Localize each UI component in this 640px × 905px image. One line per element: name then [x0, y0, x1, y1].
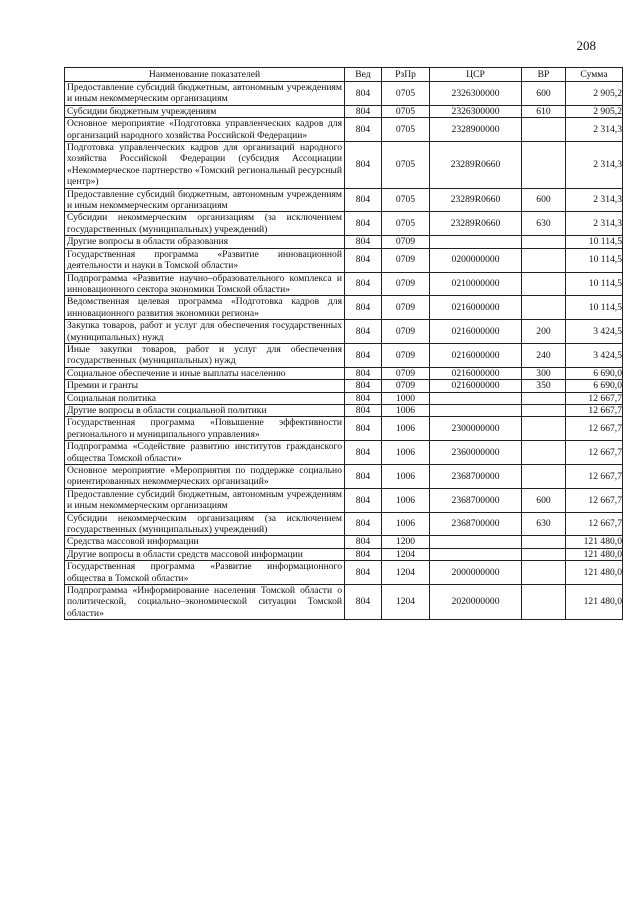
- row-csr: [430, 392, 522, 404]
- budget-table: [64, 67, 623, 620]
- row-sum: 10 114,5: [566, 248, 623, 272]
- row-csr: 2326300000: [430, 82, 522, 106]
- row-vr: [522, 118, 566, 142]
- table-row: [65, 343, 623, 367]
- row-ved: 804: [345, 82, 382, 106]
- table-row: [65, 188, 623, 212]
- row-csr: 2300000000: [430, 417, 522, 441]
- row-rzpr: 1204: [382, 585, 430, 620]
- row-sum: 121 480,0: [566, 548, 623, 560]
- row-name: Социальное обеспечение и иные выплаты населению: [65, 367, 345, 379]
- row-vr: [522, 465, 566, 489]
- row-sum: 10 114,5: [566, 296, 623, 320]
- table-row: [65, 248, 623, 272]
- row-sum: 6 690,0: [566, 367, 623, 379]
- row-ved: 804: [345, 561, 382, 585]
- header-csr: ЦСР: [430, 68, 522, 82]
- row-name: Основное мероприятие «Мероприятия по поддержке социально ориентированных некоммерческих организаций»: [65, 465, 345, 489]
- row-sum: 3 424,5: [566, 343, 623, 367]
- row-rzpr: 1204: [382, 561, 430, 585]
- row-rzpr: 0709: [382, 236, 430, 248]
- row-name: Другие вопросы в области средств массовой информации: [65, 548, 345, 560]
- row-name: Социальная политика: [65, 392, 345, 404]
- row-csr: 0200000000: [430, 248, 522, 272]
- row-rzpr: 1006: [382, 417, 430, 441]
- row-rzpr: 1006: [382, 404, 430, 416]
- row-csr: 23289R0660: [430, 212, 522, 236]
- row-rzpr: 1006: [382, 441, 430, 465]
- row-name: Субсидии некоммерческим организациям (за исключением государственных (муниципальных) учреждений): [65, 212, 345, 236]
- row-rzpr: 0705: [382, 212, 430, 236]
- table-row: [65, 380, 623, 392]
- row-name: Подпрограмма «Развитие научно–образовательного комплекса и инновационного сектора экономики Томской области»: [65, 272, 345, 296]
- row-vr: 300: [522, 367, 566, 379]
- row-csr: 23289R0660: [430, 142, 522, 189]
- row-vr: [522, 548, 566, 560]
- row-vr: [522, 142, 566, 189]
- table-row: [65, 296, 623, 320]
- row-sum: 12 667,7: [566, 465, 623, 489]
- row-rzpr: 0705: [382, 105, 430, 117]
- row-vr: [522, 585, 566, 620]
- row-ved: 804: [345, 320, 382, 344]
- row-vr: 600: [522, 488, 566, 512]
- row-rzpr: 0709: [382, 272, 430, 296]
- row-name: Субсидии бюджетным учреждениям: [65, 105, 345, 117]
- row-csr: [430, 536, 522, 548]
- row-rzpr: 0705: [382, 118, 430, 142]
- table-header-row: [65, 68, 623, 82]
- table-row: [65, 320, 623, 344]
- row-csr: 2368700000: [430, 488, 522, 512]
- row-csr: 2328900000: [430, 118, 522, 142]
- row-ved: 804: [345, 296, 382, 320]
- row-ved: 804: [345, 212, 382, 236]
- row-sum: 2 905,2: [566, 82, 623, 106]
- row-rzpr: 0705: [382, 188, 430, 212]
- row-ved: 804: [345, 118, 382, 142]
- row-ved: 804: [345, 272, 382, 296]
- table-row: [65, 236, 623, 248]
- row-vr: 200: [522, 320, 566, 344]
- row-csr: [430, 236, 522, 248]
- table-row: [65, 392, 623, 404]
- row-rzpr: 0709: [382, 320, 430, 344]
- table-row: [65, 272, 623, 296]
- table-row: [65, 512, 623, 536]
- table-row: [65, 465, 623, 489]
- row-sum: 12 667,7: [566, 488, 623, 512]
- row-name: Предоставление субсидий бюджетным, автономным учреждениям и иным некоммерческим организациям: [65, 188, 345, 212]
- row-sum: 12 667,7: [566, 392, 623, 404]
- header-rzpr: РзПр: [382, 68, 430, 82]
- row-sum: 12 667,7: [566, 512, 623, 536]
- row-name: Закупка товаров, работ и услуг для обеспечения государственных (муниципальных) нужд: [65, 320, 345, 344]
- row-sum: 2 314,3: [566, 212, 623, 236]
- row-ved: 804: [345, 188, 382, 212]
- header-name: Наименование показателей: [65, 68, 345, 82]
- table-row: [65, 585, 623, 620]
- table-row: [65, 536, 623, 548]
- row-rzpr: 1200: [382, 536, 430, 548]
- row-rzpr: 0709: [382, 380, 430, 392]
- row-rzpr: 1006: [382, 488, 430, 512]
- table-row: [65, 367, 623, 379]
- row-rzpr: 0709: [382, 343, 430, 367]
- row-ved: 804: [345, 380, 382, 392]
- row-ved: 804: [345, 142, 382, 189]
- row-vr: 600: [522, 82, 566, 106]
- table-row: [65, 142, 623, 189]
- row-name: Субсидии некоммерческим организациям (за исключением государственных (муниципальных) учреждений): [65, 512, 345, 536]
- header-ved: Вед: [345, 68, 382, 82]
- row-csr: 0216000000: [430, 380, 522, 392]
- row-name: Предоставление субсидий бюджетным, автономным учреждениям и иным некоммерческим организациям: [65, 82, 345, 106]
- row-sum: 6 690,0: [566, 380, 623, 392]
- table-row: [65, 82, 623, 106]
- row-rzpr: 0709: [382, 367, 430, 379]
- row-name: Средства массовой информации: [65, 536, 345, 548]
- row-ved: 804: [345, 512, 382, 536]
- row-vr: [522, 404, 566, 416]
- row-ved: 804: [345, 465, 382, 489]
- row-name: Подпрограмма «Информирование населения Томской области о политической, социально–экономической ситуации Томской области»: [65, 585, 345, 620]
- row-vr: [522, 272, 566, 296]
- row-vr: [522, 561, 566, 585]
- table-body: [65, 82, 623, 620]
- row-csr: 2360000000: [430, 441, 522, 465]
- row-sum: 10 114,5: [566, 236, 623, 248]
- row-sum: 12 667,7: [566, 417, 623, 441]
- row-ved: 804: [345, 585, 382, 620]
- row-name: Основное мероприятие «Подготовка управленческих кадров для организаций народного хозяйства Российской Федерации»: [65, 118, 345, 142]
- row-ved: 804: [345, 343, 382, 367]
- row-csr: 2326300000: [430, 105, 522, 117]
- row-rzpr: 0709: [382, 248, 430, 272]
- row-sum: 2 314,3: [566, 188, 623, 212]
- row-vr: [522, 296, 566, 320]
- row-vr: [522, 536, 566, 548]
- row-ved: 804: [345, 441, 382, 465]
- row-name: Другие вопросы в области социальной политики: [65, 404, 345, 416]
- table-row: [65, 105, 623, 117]
- row-name: Предоставление субсидий бюджетным, автономным учреждениям и иным некоммерческим организациям: [65, 488, 345, 512]
- row-sum: 3 424,5: [566, 320, 623, 344]
- row-sum: 2 314,3: [566, 142, 623, 189]
- row-name: Государственная программа «Повышение эффективности регионального и муниципального управления»: [65, 417, 345, 441]
- table-row: [65, 561, 623, 585]
- table-row: [65, 417, 623, 441]
- row-csr: 2000000000: [430, 561, 522, 585]
- row-name: Подпрограмма «Содействие развитию институтов гражданского общества Томской области»: [65, 441, 345, 465]
- row-csr: [430, 404, 522, 416]
- row-rzpr: 0705: [382, 142, 430, 189]
- row-csr: 0216000000: [430, 343, 522, 367]
- row-ved: 804: [345, 236, 382, 248]
- row-sum: 121 480,0: [566, 536, 623, 548]
- row-ved: 804: [345, 248, 382, 272]
- row-csr: 0216000000: [430, 367, 522, 379]
- row-csr: 2368700000: [430, 465, 522, 489]
- row-ved: 804: [345, 105, 382, 117]
- row-vr: 600: [522, 188, 566, 212]
- row-name: Премии и гранты: [65, 380, 345, 392]
- table-row: [65, 441, 623, 465]
- row-sum: 2 314,3: [566, 118, 623, 142]
- row-vr: 630: [522, 212, 566, 236]
- row-name: Другие вопросы в области образования: [65, 236, 345, 248]
- row-vr: [522, 236, 566, 248]
- row-sum: 121 480,0: [566, 585, 623, 620]
- table-row: [65, 488, 623, 512]
- row-rzpr: 0705: [382, 82, 430, 106]
- row-rzpr: 1000: [382, 392, 430, 404]
- table-row: [65, 404, 623, 416]
- row-sum: 2 905,2: [566, 105, 623, 117]
- row-name: Подготовка управленческих кадров для организаций народного хозяйства Российской Федерации (субсидия Ассоциации «Некоммерческое партнерство «Томский региональный ресурсный центр»): [65, 142, 345, 189]
- row-name: Ведомственная целевая программа «Подготовка кадров для инновационного развития экономики региона»: [65, 296, 345, 320]
- row-rzpr: 0709: [382, 296, 430, 320]
- table-row: [65, 118, 623, 142]
- row-csr: 0216000000: [430, 320, 522, 344]
- row-vr: [522, 417, 566, 441]
- row-ved: 804: [345, 417, 382, 441]
- row-vr: [522, 248, 566, 272]
- page-number: 208: [576, 38, 596, 53]
- row-rzpr: 1006: [382, 465, 430, 489]
- row-csr: 0216000000: [430, 296, 522, 320]
- row-name: Иные закупки товаров, работ и услуг для обеспечения государственных (муниципальных) нужд: [65, 343, 345, 367]
- row-vr: 610: [522, 105, 566, 117]
- row-sum: 12 667,7: [566, 404, 623, 416]
- table-row: [65, 212, 623, 236]
- row-sum: 12 667,7: [566, 441, 623, 465]
- row-vr: 240: [522, 343, 566, 367]
- row-ved: 804: [345, 548, 382, 560]
- row-ved: 804: [345, 536, 382, 548]
- row-rzpr: 1204: [382, 548, 430, 560]
- row-vr: 630: [522, 512, 566, 536]
- row-csr: 2020000000: [430, 585, 522, 620]
- row-vr: [522, 392, 566, 404]
- row-ved: 804: [345, 404, 382, 416]
- row-csr: 0210000000: [430, 272, 522, 296]
- row-vr: [522, 441, 566, 465]
- row-rzpr: 1006: [382, 512, 430, 536]
- row-ved: 804: [345, 488, 382, 512]
- table-row: [65, 548, 623, 560]
- row-sum: 10 114,5: [566, 272, 623, 296]
- header-vr: ВР: [522, 68, 566, 82]
- row-csr: [430, 548, 522, 560]
- row-name: Государственная программа «Развитие инновационной деятельности и науки в Томской области»: [65, 248, 345, 272]
- row-name: Государственная программа «Развитие информационного общества в Томской области»: [65, 561, 345, 585]
- row-csr: 2368700000: [430, 512, 522, 536]
- row-ved: 804: [345, 392, 382, 404]
- row-csr: 23289R0660: [430, 188, 522, 212]
- row-sum: 121 480,0: [566, 561, 623, 585]
- row-ved: 804: [345, 367, 382, 379]
- row-vr: 350: [522, 380, 566, 392]
- header-sum: Сумма: [566, 68, 623, 82]
